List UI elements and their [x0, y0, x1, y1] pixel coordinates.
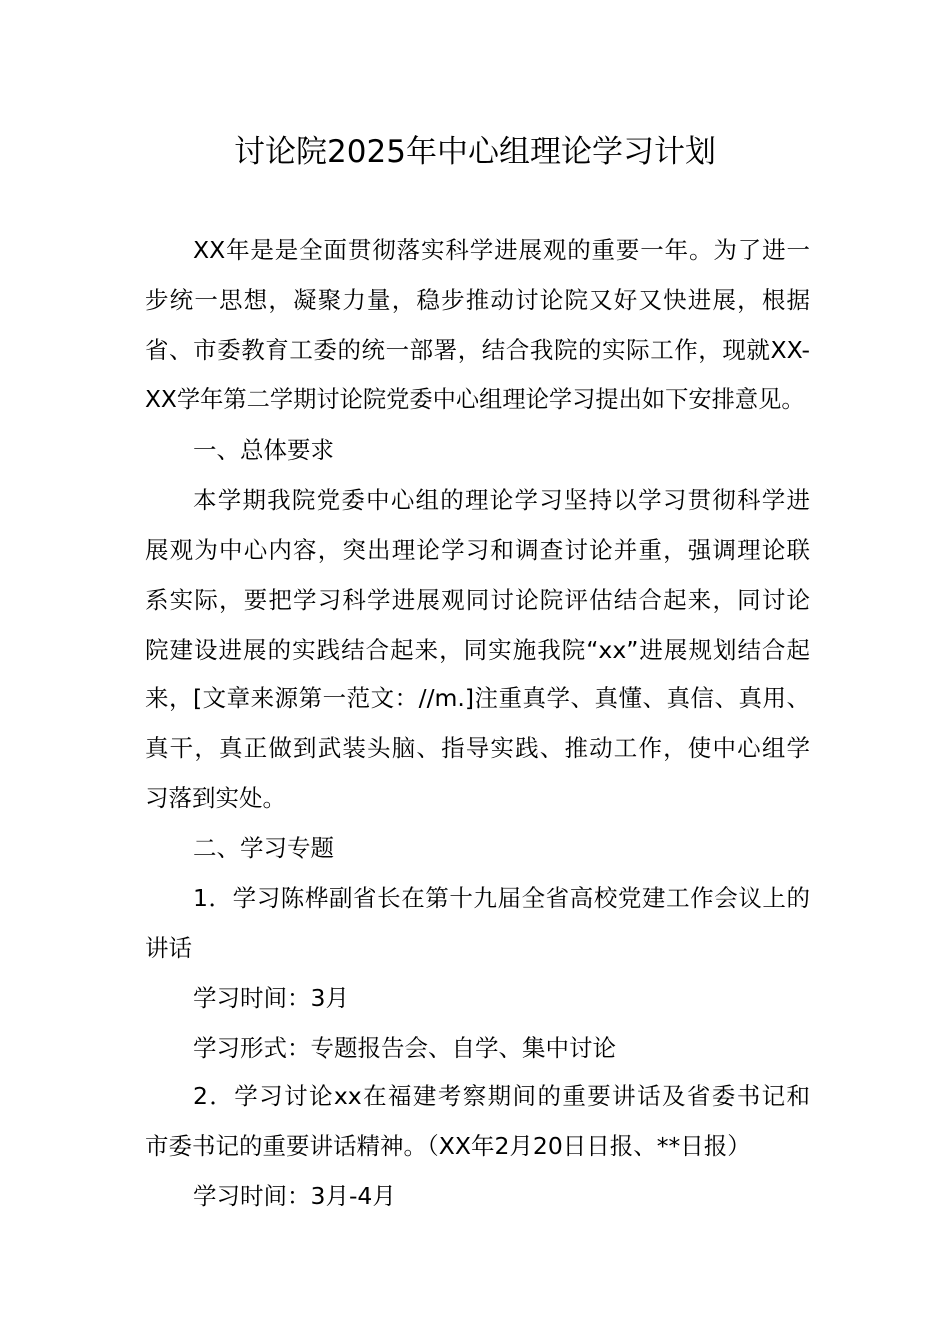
list-item-line: 2．学习讨论xx在福建考察期间的重要讲话及省委书记和: [193, 1082, 810, 1110]
paragraph-line: 步统一思想，凝聚力量，稳步推动讨论院又好又快进展，根据: [145, 286, 810, 314]
list-item-line: 市委书记的重要讲话精神。（XX年2月20日日报、**日报）: [145, 1132, 751, 1160]
document-title: 讨论院2025年中心组理论学习计划: [234, 134, 716, 170]
paragraph-line: XX学年第二学期讨论院党委中心组理论学习提出如下安排意见。: [145, 386, 805, 413]
paragraph-line: 院建设进展的实践结合起来，同实施我院“xx”进展规划结合起: [145, 636, 810, 664]
paragraph-line: 展观为中心内容，突出理论学习和调查讨论并重，强调理论联: [145, 536, 810, 564]
list-item-line: 1．学习陈桦副省长在第十九届全省高校党建工作会议上的: [193, 884, 810, 912]
section-heading: 一、总体要求: [193, 436, 334, 464]
paragraph-line: 本学期我院党委中心组的理论学习坚持以学习贯彻科学进: [193, 486, 810, 514]
paragraph-line: 习落到实处。: [145, 784, 286, 812]
paragraph-line: 系实际，要把学习科学进展观同讨论院评估结合起来，同讨论: [145, 586, 810, 614]
study-format: 学习形式：专题报告会、自学、集中讨论: [193, 1034, 616, 1062]
list-item-line: 讲话: [145, 934, 192, 962]
paragraph-line: XX年是是全面贯彻落实科学进展观的重要一年。为了进一: [193, 236, 810, 264]
paragraph-line: 来，[文章来源第一范文：//m.]注重真学、真懂、真信、真用、: [145, 684, 810, 712]
study-time: 学习时间：3月: [193, 984, 349, 1012]
study-time: 学习时间：3月-4月: [193, 1182, 396, 1210]
paragraph-line: 省、市委教育工委的统一部署，结合我院的实际工作，现就XX-: [145, 336, 810, 364]
paragraph-line: 真干，真正做到武装头脑、指导实践、推动工作，使中心组学: [145, 734, 810, 762]
section-heading: 二、学习专题: [193, 834, 334, 862]
